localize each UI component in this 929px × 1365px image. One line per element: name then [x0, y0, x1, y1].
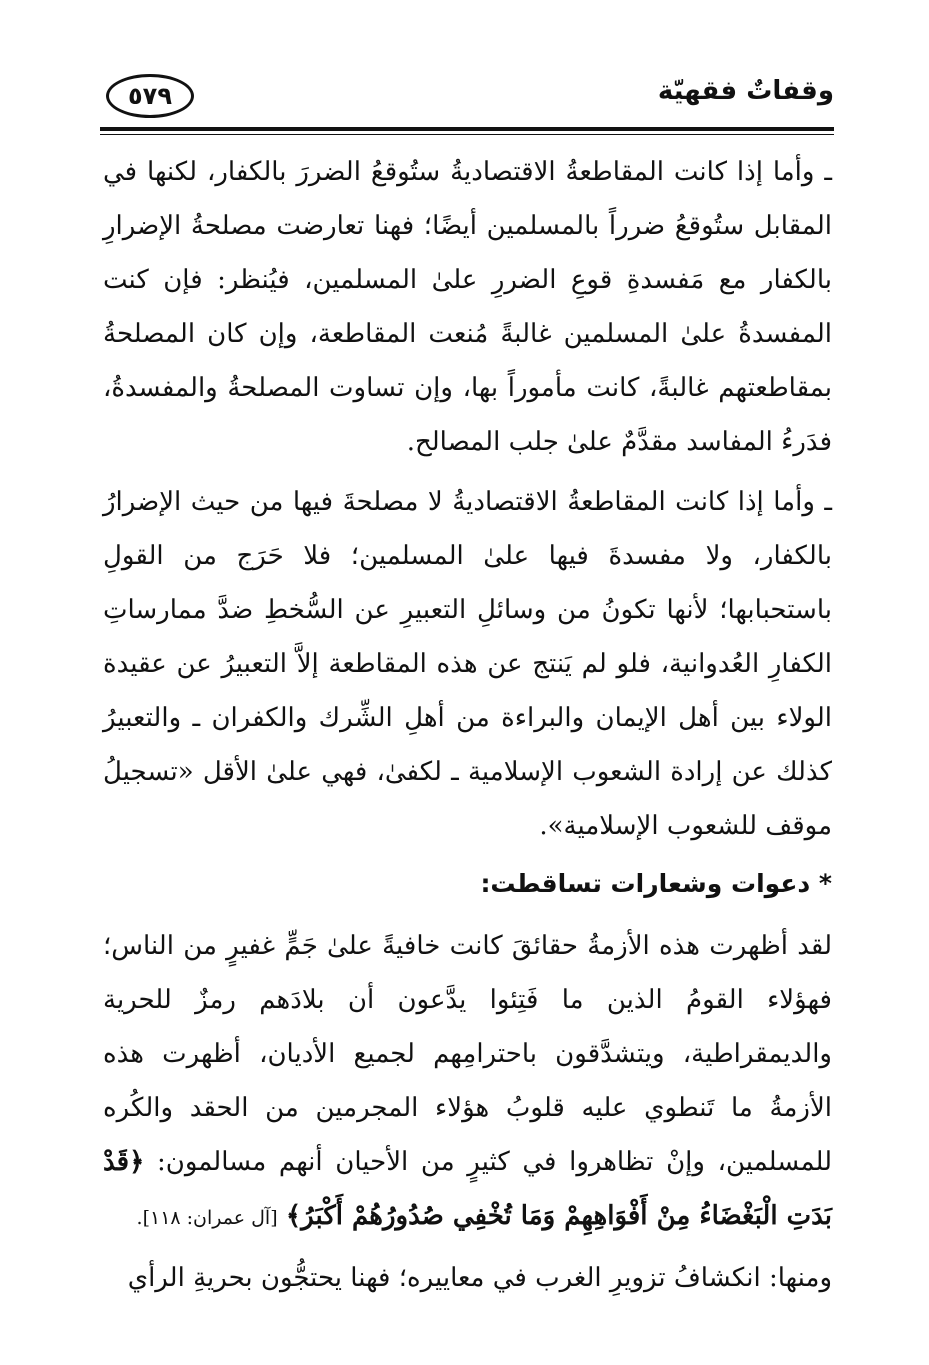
page-number-oval: ٥٧٩ [106, 74, 194, 118]
paragraph-text: لقد أظهرت هذه الأزمةُ حقائقَ كانت خافيةً علىٰ جَمٍّ غفيرٍ من الناس؛ فهؤلاء القومُ الذين ما فَتِئوا يدَّعون أن بلادَهم رمزٌ للحرية والديمقراطية، ويتشدَّقون باحترامِهم لجميع الأديان، أظهرت هذه الأزمةُ ما تَنطوي عليه قلوبُ هؤلاء المجرمين من الحقد والكُره للمسلمين، وإنْ تظاهروا في كثيرٍ من الأحيان أنهم مسالمون: [103, 931, 833, 1177]
quran-citation: [آل عمران: ١١٨]. [136, 1207, 278, 1229]
page-header [100, 70, 834, 130]
running-title: وقفاتٌ فقهيّة [657, 76, 834, 106]
paragraph-boycott-expression: ـ وأما إذا كانت المقاطعةُ الاقتصاديةُ لا مصلحةَ فيها من حيث الإضرارُ بالكفار، ولا مفسدةَ فيها علىٰ المسلمين؛ فلا حَرَج من القولِ باستحبابها؛ لأنها تكونُ من وسائلِ التعبيرِ عن السُّخطِ ضدَّ ممارساتِ الكفارِ العُدوانية، فلو لم يَنتج عن هذه المقاطعة إلاَّ التعبيرُ عن عقيدة الولاء بين أهل الإيمان والبراءة من أهلِ الشِّرك والكفران ـ والتعبيرُ كذلك عن إرادة الشعوب الإسلامية ـ لكفىٰ، فهي علىٰ الأقل «تسجيلُ موقف للشعوب الإسلامية». [103, 487, 832, 841]
paragraph-crisis-revealed [103, 919, 832, 1245]
header-rule [100, 127, 834, 131]
paragraph-economic-harm: ـ وأما إذا كانت المقاطعةُ الاقتصاديةُ ستُوقعُ الضررَ بالكفار، لكنها في المقابل ستُوقعُ ضرراً بالمسلمين أيضًا؛ فهنا تعارضت مصلحةُ الإضرارِ بالكفار مع مَفسدةِ قوعِ الضررِ علىٰ المسلمين، فيُنظر: فإن كنت المفسدةُ علىٰ المسلمين غالبةً مُنعت المقاطعة، وإن كان المصلحةُ بمقاطعتهم غالبةً، كانت مأموراً بها، وإن تساوت المصلحةُ والمفسدةُ، فدَرءُ المفاسد مقدَّمٌ علىٰ جلب المصالح. [103, 157, 832, 457]
header-rule-thin [100, 134, 834, 135]
paragraph-western-standards: ومنها: انكشافُ تزويرِ الغرب في معاييره؛ فهنا يحتجُّون بحريةِ الرأي [127, 1263, 832, 1293]
section-heading: * دعوات وشعارات تساقطت: [480, 869, 832, 898]
page-body [103, 145, 832, 1305]
quran-verse: ﴿قَدْ بَدَتِ الْبَغْضَاءُ مِنْ أَفْوَاهِهِمْ وَمَا تُخْفِي صُدُورُهُمْ أَكْبَرُ﴾ [103, 1147, 832, 1231]
